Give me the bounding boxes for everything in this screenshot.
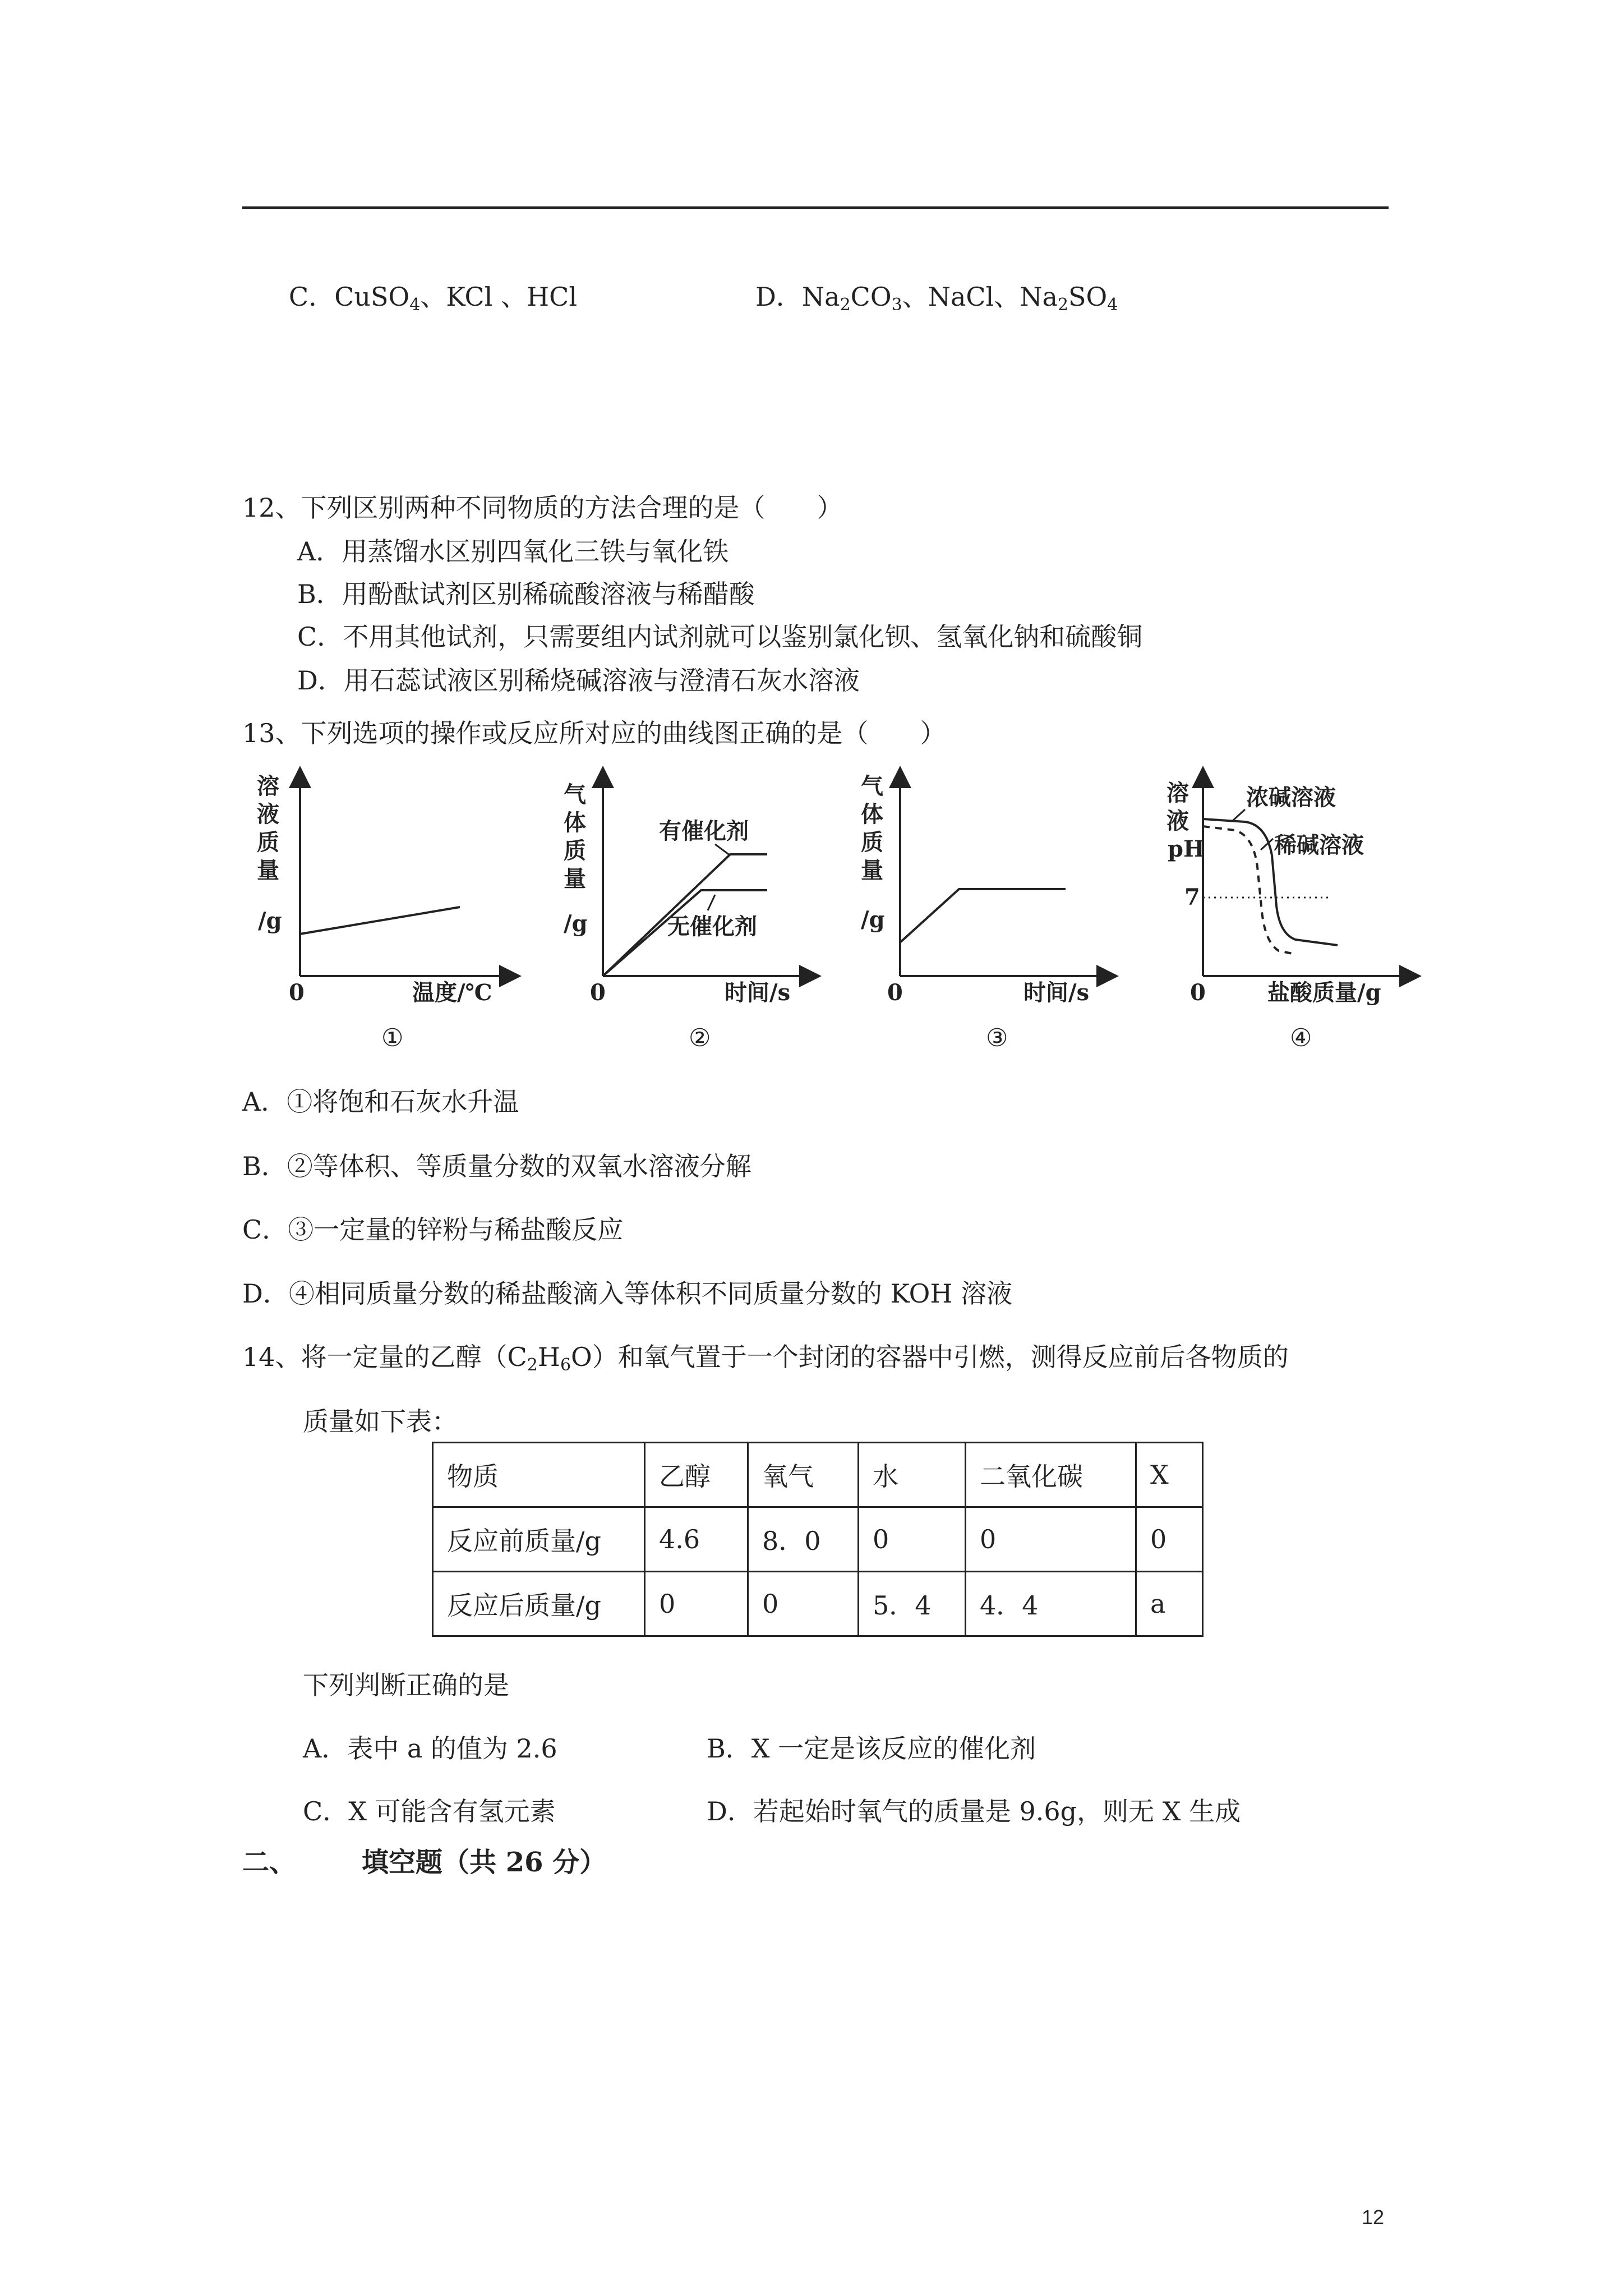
q13-option-c: C．③一定量的锌粉与稀盐酸反应	[242, 1214, 624, 1245]
q13-option-a: A．①将饱和石灰水升温	[242, 1087, 519, 1117]
q11-option-d: D．$Na_2CO_3$、NaCl、$Na_2SO_4$	[755, 282, 1118, 315]
table-cell: 反应前质量/g	[433, 1507, 645, 1572]
table-cell: 0	[1136, 1507, 1203, 1572]
q13-graphs-figure	[241, 760, 1458, 1063]
header-rule	[242, 206, 1389, 209]
graph-4-ylabel-2: 液	[1166, 808, 1189, 834]
q12-stem: 12、下列区别两种不同物质的方法合理的是（ ）	[242, 493, 843, 523]
table-cell: 氧气	[748, 1443, 859, 1507]
q14-stem: 14、将一定量的乙醇$(C_2H_6O)$和氧气置于一个封闭的容器中引燃，测得反应前后各物质的	[242, 1342, 1289, 1375]
table-cell: 0	[645, 1572, 748, 1636]
graph-1-ylabel-1: 溶	[257, 773, 279, 799]
graph-2-ylabel-3: 质	[564, 838, 586, 864]
graph-2-label-no-catalyst: 无催化剂	[667, 913, 757, 940]
graph-2	[564, 777, 810, 1052]
graph-2-ylabel-5: /g	[564, 910, 588, 937]
graph-3-ylabel-3: 质	[861, 829, 883, 855]
q14-mass-table	[432, 1442, 1204, 1637]
graph-4-ylabel-3: pH	[1168, 836, 1205, 862]
table-cell: 4.6	[645, 1507, 748, 1572]
q13-stem: 13、下列选项的操作或反应所对应的曲线图正确的是（ ）	[242, 718, 946, 748]
graph-3-ylabel-1: 气	[861, 773, 883, 799]
graph-4-xlabel: 盐酸质量/g	[1267, 979, 1381, 1006]
graph-3-xlabel: 时间/s	[1023, 979, 1090, 1006]
q12-option-d: D．用石蕊试液区别稀烧碱溶液与澄清石灰水溶液	[297, 665, 860, 696]
graph-4-origin: 0	[1190, 979, 1206, 1006]
q14-option-b: B．X 一定是该反应的催化剂	[707, 1733, 1036, 1764]
table-cell: 物质	[433, 1443, 645, 1507]
graph-4	[1166, 777, 1410, 1052]
q13-option-b: B．②等体积、等质量分数的双氧水溶液分解	[242, 1151, 751, 1181]
graph-2-xlabel: 时间/s	[725, 979, 791, 1006]
table-row	[433, 1507, 1203, 1572]
graph-3-line	[900, 889, 1066, 942]
graph-4-number: ④	[1290, 1024, 1312, 1052]
graph-1-ylabel-4: 量	[257, 857, 279, 884]
graph-1-number: ①	[381, 1024, 404, 1052]
table-cell: 反应后质量/g	[433, 1572, 645, 1636]
table-cell: X	[1136, 1443, 1203, 1507]
graph-3-ylabel-2: 体	[861, 801, 883, 827]
q12-option-b: B．用酚酞试剂区别稀硫酸溶液与稀醋酸	[297, 579, 755, 609]
graph-1-xlabel: 温度/℃	[412, 979, 492, 1006]
table-cell: 4．4	[966, 1572, 1136, 1636]
q12-option-a: A．用蒸馏水区别四氧化三铁与氧化铁	[297, 536, 729, 567]
table-cell: 二氧化碳	[966, 1443, 1136, 1507]
graph-1-ylabel-5: /g	[258, 908, 282, 934]
q13-option-d: D．④相同质量分数的稀盐酸滴入等体积不同质量分数的 KOH 溶液	[242, 1278, 1013, 1309]
page-number: 12	[1362, 2206, 1385, 2229]
graph-2-origin: 0	[590, 979, 606, 1006]
graph-1-ylabel-2: 液	[257, 801, 279, 827]
q14-option-d: D．若起始时氧气的质量是 9.6g，则无 X 生成	[707, 1796, 1241, 1826]
table-cell: 0	[859, 1507, 966, 1572]
table-cell: 5．4	[859, 1572, 966, 1636]
q12-option-c: C．不用其他试剂，只需要组内试剂就可以鉴别氯化钡、氢氧化钠和硫酸铜	[297, 622, 1143, 652]
graph-3	[861, 773, 1108, 1052]
table-cell: 水	[859, 1443, 966, 1507]
graph-3-origin: 0	[887, 979, 903, 1006]
graph-1-origin: 0	[289, 979, 305, 1006]
graph-3-ylabel-5: /g	[861, 907, 885, 933]
graph-2-label-catalyst: 有催化剂	[659, 818, 749, 844]
graph-3-ylabel-4: 量	[861, 857, 883, 884]
section-2-title: 填空题（共 26 分）	[362, 1847, 607, 1878]
table-cell: 8．0	[748, 1507, 859, 1572]
graph-1	[257, 773, 510, 1052]
graph-4-tick-7: 7	[1184, 884, 1200, 910]
graph-2-ylabel-1: 气	[564, 781, 586, 808]
graph-1-ylabel-3: 质	[257, 829, 279, 855]
graph-2-ylabel-4: 量	[564, 866, 586, 892]
table-header-row	[433, 1443, 1203, 1507]
q14-judge: 下列判断正确的是	[303, 1670, 509, 1700]
graph-1-line	[300, 907, 460, 934]
table-cell: 0	[966, 1507, 1136, 1572]
q14-stem-line2: 质量如下表：	[303, 1406, 458, 1437]
graph-4-label-concentrated: 浓碱溶液	[1246, 784, 1336, 811]
graph-2-number: ②	[689, 1024, 711, 1052]
table-cell: 0	[748, 1572, 859, 1636]
section-2-number: 二、	[242, 1847, 297, 1878]
q14-option-c: C．X 可能含有氢元素	[303, 1796, 556, 1826]
graph-2-ylabel-2: 体	[564, 809, 586, 836]
table-cell: a	[1136, 1572, 1203, 1636]
q14-option-a: A．表中 a 的值为 2.6	[303, 1733, 557, 1764]
graph-3-number: ③	[986, 1024, 1008, 1052]
table-row	[433, 1572, 1203, 1636]
table-cell: 乙醇	[645, 1443, 748, 1507]
graph-4-label-dilute: 稀碱溶液	[1274, 832, 1364, 858]
graph-4-ylabel-1: 溶	[1166, 780, 1189, 806]
q11-option-c: C．CuSO$_4$、KCl 、HCl	[289, 282, 578, 315]
